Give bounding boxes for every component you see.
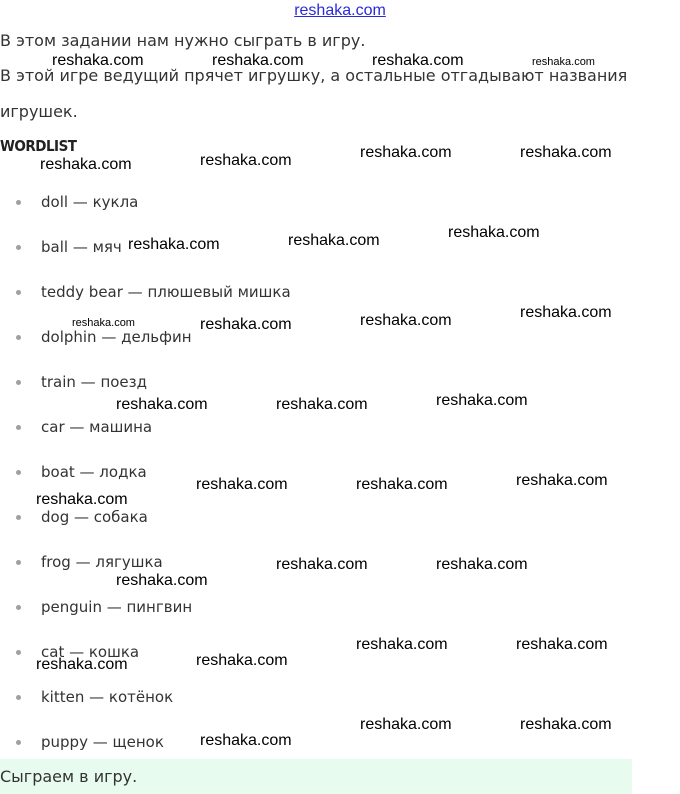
word-translation: penguin — пингвин bbox=[41, 598, 193, 616]
watermark: reshaka.com bbox=[196, 476, 288, 493]
play-highlight-box bbox=[0, 759, 632, 794]
watermark: reshaka.com bbox=[436, 556, 528, 573]
watermark: reshaka.com bbox=[276, 396, 368, 413]
watermark: reshaka.com bbox=[372, 52, 464, 69]
word-translation: boat — лодка bbox=[41, 463, 147, 481]
watermark: reshaka.com bbox=[276, 556, 368, 573]
watermark: reshaka.com bbox=[200, 732, 292, 749]
watermark: reshaka.com bbox=[116, 396, 208, 413]
watermark: reshaka.com bbox=[200, 152, 292, 169]
watermark: reshaka.com bbox=[196, 652, 288, 669]
watermark: reshaka.com bbox=[52, 52, 144, 69]
word-translation: kitten — котёнок bbox=[41, 688, 174, 706]
watermark: reshaka.com bbox=[212, 52, 304, 69]
watermark: reshaka.com bbox=[360, 716, 452, 733]
play-text: Сыграем в игру. bbox=[0, 767, 138, 786]
bullet-icon bbox=[16, 200, 21, 205]
wordlist-title: WORDLIST bbox=[0, 137, 77, 155]
bullet-icon bbox=[16, 245, 21, 250]
watermark: reshaka.com bbox=[520, 716, 612, 733]
watermark: reshaka.com bbox=[356, 476, 448, 493]
word-translation: train — поезд bbox=[41, 373, 148, 391]
watermark: reshaka.com bbox=[520, 304, 612, 321]
bullet-icon bbox=[16, 650, 21, 655]
watermark: reshaka.com bbox=[36, 656, 128, 673]
intro-line-3: игрушек. bbox=[0, 102, 78, 121]
bullet-icon bbox=[16, 740, 21, 745]
watermark: reshaka.com bbox=[356, 636, 448, 653]
watermark: reshaka.com bbox=[436, 392, 528, 409]
word-translation: ball — мяч bbox=[41, 238, 122, 256]
word-translation: puppy — щенок bbox=[41, 733, 164, 751]
site-link[interactable]: reshaka.com bbox=[294, 2, 386, 19]
bullet-icon bbox=[16, 380, 21, 385]
watermark: reshaka.com bbox=[116, 572, 208, 589]
watermark: reshaka.com bbox=[360, 144, 452, 161]
watermark: reshaka.com bbox=[288, 232, 380, 249]
watermark: reshaka.com bbox=[516, 472, 608, 489]
bullet-icon bbox=[16, 425, 21, 430]
bullet-icon bbox=[16, 335, 21, 340]
word-translation: dog — собака bbox=[41, 508, 148, 526]
bullet-icon bbox=[16, 560, 21, 565]
word-translation: frog — лягушка bbox=[41, 553, 163, 571]
watermark: reshaka.com bbox=[36, 491, 128, 508]
word-translation: car — машина bbox=[41, 418, 153, 436]
word-translation: cat — кошка bbox=[41, 643, 140, 661]
watermark: reshaka.com bbox=[520, 144, 612, 161]
watermark: reshaka.com bbox=[360, 312, 452, 329]
watermark: reshaka.com bbox=[516, 636, 608, 653]
watermark: reshaka.com bbox=[448, 224, 540, 241]
word-translation: dolphin — дельфин bbox=[41, 328, 192, 346]
watermark: reshaka.com bbox=[128, 236, 220, 253]
word-translation: teddy bear — плюшевый мишка bbox=[41, 283, 291, 301]
watermark: reshaka.com bbox=[40, 156, 132, 173]
watermark: reshaka.com bbox=[72, 317, 135, 329]
bullet-icon bbox=[16, 605, 21, 610]
bullet-icon bbox=[16, 290, 21, 295]
watermark: reshaka.com bbox=[200, 316, 292, 333]
word-translation: doll — кукла bbox=[41, 193, 139, 211]
watermark: reshaka.com bbox=[532, 56, 595, 68]
intro-line-1: В этом задании нам нужно сыграть в игру. bbox=[0, 31, 366, 50]
bullet-icon bbox=[16, 470, 21, 475]
bullet-icon bbox=[16, 695, 21, 700]
bullet-icon bbox=[16, 515, 21, 520]
intro-line-2: В этой игре ведущий прячет игрушку, а остальные отгадывают названия bbox=[0, 66, 628, 85]
